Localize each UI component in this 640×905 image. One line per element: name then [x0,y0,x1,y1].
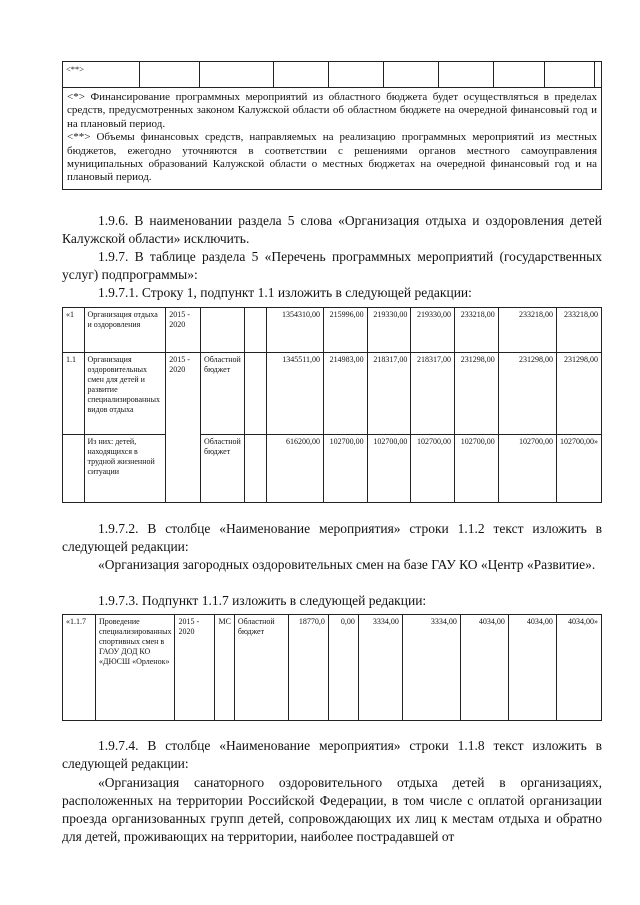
value-2018: 102700,00 [455,435,499,503]
value-total: 616200,00 [267,435,324,503]
value-2016: 218317,00 [367,353,411,435]
empty-cell [439,62,494,88]
value-total: 18770,0 [288,615,328,721]
paragraph-1-9-7-3: 1.9.7.3. Подпункт 1.1.7 изложить в следующей редакции: [98,593,427,608]
measure-name: Организация оздоровительных смен для детей и развитие специализированных видов отдыха [84,353,166,435]
empty-cell [494,62,544,88]
measure-name: Проведение специализированных спортивных смен в ГАОУ ДОД КО «ДЮСШ «Орленок» [96,615,175,721]
value-2020: 231298,00 [557,353,602,435]
value-2020: 102700,00» [557,435,602,503]
marker-text: <**> [66,64,85,74]
value-2018: 4034,00 [460,615,508,721]
empty-cell [244,435,266,503]
quote-1-9-7-4: «Организация санаторного оздоровительного отдыха детей в организациях, расположенных на территории Российской Федерации, в том числе с оплатой организации проезда организованных групп детей, сопровождающих их лиц к местам отдыха и обратно для детей, проживающих на территории, наиболее пострадавшей от [62,775,602,844]
value-2019: 4034,00 [508,615,556,721]
footnote-table [62,61,602,190]
funding-source [201,308,245,353]
table-row [63,353,602,435]
paragraph-1-9-7-2: 1.9.7.2. В столбце «Наименование мероприятия» строки 1.1.2 текст изложить в следующей редакции: [62,521,602,554]
value-2019: 102700,00 [498,435,556,503]
table-row [63,615,602,721]
period: 2015 - 2020 [166,353,201,503]
empty-cell [544,62,594,88]
value-2019: 233218,00 [498,308,556,353]
empty-cell [329,62,384,88]
footnote-1: <*> Финансирование программных мероприятий из областного бюджета будет осуществляться в пределах средств, предусмотренных законом Калужской области об областном бюджете на очередной финансовый год и на плановый период. [67,91,597,130]
value-2017: 218317,00 [411,353,455,435]
funding-source: Областной бюджет [201,435,245,503]
value-total: 1345511,00 [267,353,324,435]
value-2017: 102700,00 [411,435,455,503]
table-row [63,308,602,353]
funding-source: Областной бюджет [234,615,288,721]
value-total: 1354310,00 [267,308,324,353]
marker-cell [63,62,140,88]
value-2016: 3334,00 [358,615,402,721]
empty-cell [244,353,266,435]
paragraph-1-9-7: 1.9.7. В таблице раздела 5 «Перечень программных мероприятий (государственных услуг) подпрограммы»: [62,249,602,282]
value-2015: 0,00 [328,615,358,721]
row-number [63,435,85,503]
empty-cell [244,308,266,353]
value-2018: 231298,00 [455,353,499,435]
value-2015: 215996,00 [323,308,367,353]
row-number: «1 [63,308,85,353]
measure-name: Организация отдыха и оздоровления [84,308,166,353]
executor: МС [215,615,234,721]
table-row [63,435,602,503]
program-table-1 [62,307,602,503]
value-2020: 4034,00» [556,615,601,721]
paragraph-1-9-6: 1.9.6. В наименовании раздела 5 слова «Организация отдыха и оздоровления детей Калужской области» исключить. [62,213,602,246]
value-2015: 214983,00 [323,353,367,435]
value-2016: 102700,00 [367,435,411,503]
empty-cell [595,62,602,88]
value-2018: 233218,00 [455,308,499,353]
value-2015: 102700,00 [323,435,367,503]
quote-1-9-7-2: «Организация загородных оздоровительных смен на базе ГАУ КО «Центр «Развитие». [98,557,596,572]
program-table-2 [62,614,602,721]
row-number: «1.1.7 [63,615,96,721]
empty-cell [199,62,273,88]
value-2017: 3334,00 [402,615,460,721]
value-2019: 231298,00 [498,353,556,435]
empty-cell [139,62,199,88]
period: 2015 - 2020 [175,615,215,721]
period: 2015 - 2020 [166,308,201,353]
footnote-2: <**> Объемы финансовых средств, направляемых на реализацию программных мероприятий из местных бюджетов, ежегодно уточняются в соответствии с решениями органов местного самоуправления муниципальных образований Калужской области о местных бюджетах на очередной финансовый год и на плановый период. [67,131,597,184]
paragraph-1-9-7-4: 1.9.7.4. В столбце «Наименование мероприятия» строки 1.1.8 текст изложить в следующей редакции: [62,738,602,771]
measure-name: Из них: детей, находящихся в трудной жизненной ситуации [84,435,166,503]
empty-cell [274,62,329,88]
row-number: 1.1 [63,353,85,435]
paragraph-1-9-7-1: 1.9.7.1. Строку 1, подпункт 1.1 изложить в следующей редакции: [98,285,472,300]
footnotes-cell [63,88,602,190]
empty-cell [384,62,439,88]
value-2017: 219330,00 [411,308,455,353]
value-2016: 219330,00 [367,308,411,353]
value-2020: 233218,00 [557,308,602,353]
funding-source: Областной бюджет [201,353,245,435]
